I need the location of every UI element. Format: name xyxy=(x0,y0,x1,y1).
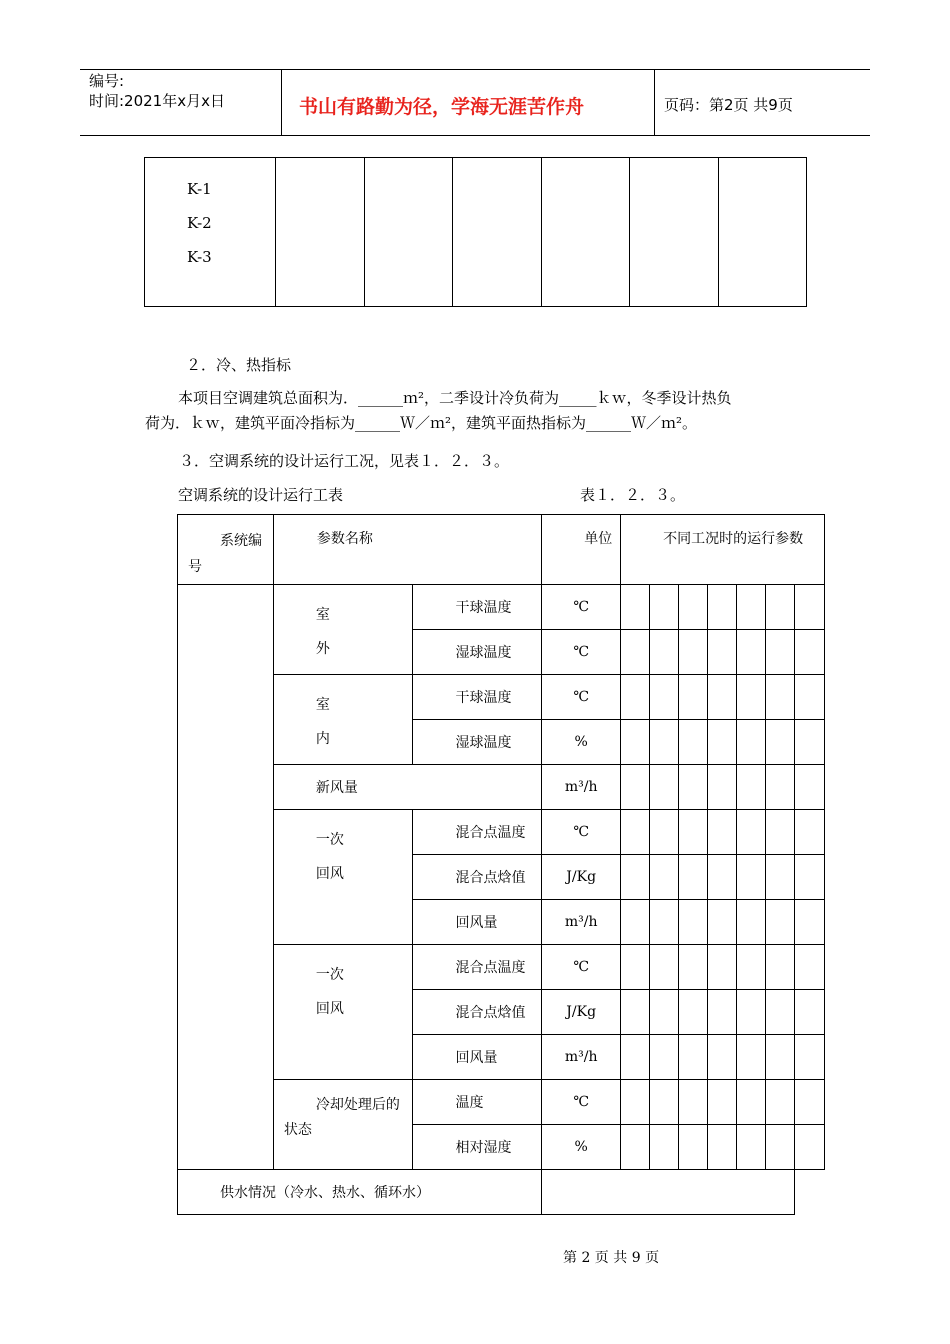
header-divider xyxy=(281,69,282,136)
empty-value-cell xyxy=(765,900,794,945)
empty-value-cell xyxy=(708,765,737,810)
date-label: 时间:2021年x月x日 xyxy=(89,92,225,110)
param-unit: m³/h xyxy=(542,1035,621,1080)
empty-value-cell xyxy=(765,990,794,1035)
param-name: 干球温度 xyxy=(412,585,542,630)
empty-value-cell xyxy=(736,1080,765,1125)
empty-value-cell xyxy=(765,765,794,810)
empty-value-cell xyxy=(679,1125,708,1170)
empty-value-cell xyxy=(679,990,708,1035)
param-name: 湿球温度 xyxy=(412,630,542,675)
empty-value-cell xyxy=(765,585,794,630)
param-unit: ℃ xyxy=(542,630,621,675)
empty-value-cell xyxy=(679,630,708,675)
empty-value-cell xyxy=(794,1125,824,1170)
empty-value-cell xyxy=(708,675,737,720)
empty-value-cell xyxy=(765,1125,794,1170)
empty-value-cell xyxy=(650,990,679,1035)
empty-value-cell xyxy=(708,1080,737,1125)
empty-value-cell xyxy=(650,675,679,720)
header-system-no-text: 系统编号 xyxy=(188,533,262,575)
empty-value-cell xyxy=(621,1035,650,1080)
empty-value-cell xyxy=(650,900,679,945)
empty-value-cell xyxy=(708,945,737,990)
empty-value-cell xyxy=(794,765,824,810)
code-k3: K-3 xyxy=(187,248,212,266)
water-supply-values xyxy=(542,1170,795,1215)
empty-value-cell xyxy=(736,720,765,765)
table-cell xyxy=(364,158,452,307)
empty-value-cell xyxy=(765,720,794,765)
empty-value-cell xyxy=(736,990,765,1035)
empty-value-cell xyxy=(650,1080,679,1125)
header-divider xyxy=(654,69,655,136)
group-post-cooling-state-label: 冷却处理后的状态 xyxy=(283,1097,400,1138)
system-code-table xyxy=(144,157,807,307)
empty-value-cell xyxy=(621,945,650,990)
empty-value-cell xyxy=(650,945,679,990)
param-unit: ℃ xyxy=(542,1080,621,1125)
param-unit: J/Kg xyxy=(542,990,621,1035)
empty-value-cell xyxy=(621,630,650,675)
empty-value-cell xyxy=(736,900,765,945)
table-cell xyxy=(630,158,718,307)
param-name: 相对湿度 xyxy=(412,1125,542,1170)
table-cell xyxy=(541,158,629,307)
section-2-heading: ２．冷、热指标 xyxy=(186,356,292,374)
empty-value-cell xyxy=(621,990,650,1035)
empty-value-cell xyxy=(679,720,708,765)
param-name: 混合点温度 xyxy=(412,945,542,990)
empty-value-cell xyxy=(621,1080,650,1125)
empty-value-cell xyxy=(794,990,824,1035)
empty-value-cell xyxy=(650,720,679,765)
empty-value-cell xyxy=(736,585,765,630)
empty-value-cell xyxy=(794,585,824,630)
empty-value-cell xyxy=(765,855,794,900)
param-unit: ℃ xyxy=(542,675,621,720)
empty-value-cell xyxy=(679,675,708,720)
code-k1: K-1 xyxy=(187,180,212,198)
empty-value-cell xyxy=(650,1125,679,1170)
param-name: 回风量 xyxy=(412,900,542,945)
empty-value-cell xyxy=(736,675,765,720)
empty-value-cell xyxy=(621,585,650,630)
empty-value-cell xyxy=(794,630,824,675)
empty-value-cell xyxy=(708,810,737,855)
param-name: 湿球温度 xyxy=(412,720,542,765)
table-number: 表１．２．３。 xyxy=(580,486,686,504)
empty-value-cell xyxy=(794,945,824,990)
fresh-air-volume: 新风量 xyxy=(273,765,541,810)
empty-value-cell xyxy=(765,1080,794,1125)
empty-value-cell xyxy=(679,810,708,855)
param-name: 混合点温度 xyxy=(412,810,542,855)
param-name: 混合点焓值 xyxy=(412,855,542,900)
empty-value-cell xyxy=(650,585,679,630)
empty-value-cell xyxy=(736,810,765,855)
empty-value-cell xyxy=(679,945,708,990)
empty-value-cell xyxy=(708,1125,737,1170)
empty-value-cell xyxy=(679,585,708,630)
empty-value-cell xyxy=(708,900,737,945)
empty-value-cell xyxy=(736,1125,765,1170)
header-system-no xyxy=(178,515,274,585)
code-k2: K-2 xyxy=(187,214,212,232)
empty-value-cell xyxy=(679,855,708,900)
param-unit: m³/h xyxy=(542,900,621,945)
empty-value-cell xyxy=(765,1035,794,1080)
empty-value-cell xyxy=(650,1035,679,1080)
empty-value-cell xyxy=(736,945,765,990)
empty-value-cell xyxy=(650,765,679,810)
group-indoor xyxy=(273,675,412,765)
empty-value-cell xyxy=(621,900,650,945)
group-indoor-label: 室内 xyxy=(315,697,330,747)
section-3-heading: ３．空调系统的设计运行工况，见表１．２．３。 xyxy=(179,452,510,470)
param-unit: ℃ xyxy=(542,585,621,630)
param-unit: % xyxy=(542,720,621,765)
empty-value-cell xyxy=(621,675,650,720)
empty-value-cell xyxy=(736,855,765,900)
group-post-cooling-state xyxy=(273,1080,412,1170)
group-primary-return-air-label: 一次回风 xyxy=(315,967,344,1017)
empty-value-cell xyxy=(765,810,794,855)
header-runtime-params: 不同工况时的运行参数 xyxy=(621,515,825,585)
table-caption: 空调系统的设计运行工表 xyxy=(178,486,344,504)
group-primary-return-air xyxy=(273,810,412,945)
section-2-line2: 荷为．ｋｗ，建筑平面冷指标为______Ｗ／ｍ²，建筑平面热指标为______Ｗ／ｍ²。 xyxy=(145,414,698,432)
operating-conditions-table xyxy=(177,514,825,1215)
empty-value-cell xyxy=(679,900,708,945)
param-name: 混合点焓值 xyxy=(412,990,542,1035)
empty-value-cell xyxy=(794,855,824,900)
empty-value-cell xyxy=(794,720,824,765)
empty-value-cell xyxy=(679,1080,708,1125)
empty-value-cell xyxy=(708,855,737,900)
header-motto: 书山有路勤为径，学海无涯苦作舟 xyxy=(299,96,585,118)
param-unit: ℃ xyxy=(542,810,621,855)
empty-value-cell xyxy=(708,630,737,675)
header-unit: 单位 xyxy=(542,515,621,585)
param-unit: % xyxy=(542,1125,621,1170)
system-no-cell xyxy=(178,585,274,1170)
empty-value-cell xyxy=(736,1035,765,1080)
empty-value-cell xyxy=(765,945,794,990)
empty-value-cell xyxy=(736,630,765,675)
empty-value-cell xyxy=(794,900,824,945)
footer-page-number: 第 2 页 共 9 页 xyxy=(563,1250,660,1266)
group-primary-return-air xyxy=(273,945,412,1080)
empty-value-cell xyxy=(621,855,650,900)
header-bottom-rule xyxy=(80,135,870,136)
group-outdoor xyxy=(273,585,412,675)
param-unit: m³/h xyxy=(542,765,621,810)
param-name: 回风量 xyxy=(412,1035,542,1080)
empty-value-cell xyxy=(708,720,737,765)
code-cell xyxy=(145,158,276,307)
empty-value-cell xyxy=(621,810,650,855)
param-unit: J/Kg xyxy=(542,855,621,900)
empty-value-cell xyxy=(650,630,679,675)
empty-value-cell xyxy=(794,1080,824,1125)
serial-label: 编号: xyxy=(89,72,125,90)
table-cell xyxy=(718,158,807,307)
empty-value-cell xyxy=(679,1035,708,1080)
empty-value-cell xyxy=(650,855,679,900)
header-top-rule xyxy=(80,69,870,70)
param-unit: ℃ xyxy=(542,945,621,990)
empty-value-cell xyxy=(794,810,824,855)
param-name: 温度 xyxy=(412,1080,542,1125)
empty-value-cell xyxy=(708,585,737,630)
empty-value-cell xyxy=(794,1035,824,1080)
empty-value-cell xyxy=(736,765,765,810)
group-outdoor-label: 室外 xyxy=(315,607,330,657)
empty-value-cell xyxy=(765,675,794,720)
empty-value-cell xyxy=(794,675,824,720)
water-supply-status: 供水情况（冷水、热水、循环水） xyxy=(178,1170,542,1215)
empty-value-cell xyxy=(679,765,708,810)
empty-value-cell xyxy=(650,810,679,855)
table-cell xyxy=(453,158,541,307)
header-param-name: 参数名称 xyxy=(273,515,541,585)
empty-value-cell xyxy=(621,1125,650,1170)
empty-value-cell xyxy=(621,720,650,765)
section-2-line1: 本项目空调建筑总面积为．______ｍ²，二季设计冷负荷为_____ｋｗ，冬季设计热负 xyxy=(178,389,732,407)
empty-value-cell xyxy=(708,1035,737,1080)
empty-value-cell xyxy=(765,630,794,675)
page-indicator: 页码：第2页 共9页 xyxy=(664,96,793,114)
group-primary-return-air-label: 一次回风 xyxy=(315,832,344,882)
empty-value-cell xyxy=(708,990,737,1035)
table-cell xyxy=(276,158,364,307)
empty-value-cell xyxy=(621,765,650,810)
param-name: 干球温度 xyxy=(412,675,542,720)
